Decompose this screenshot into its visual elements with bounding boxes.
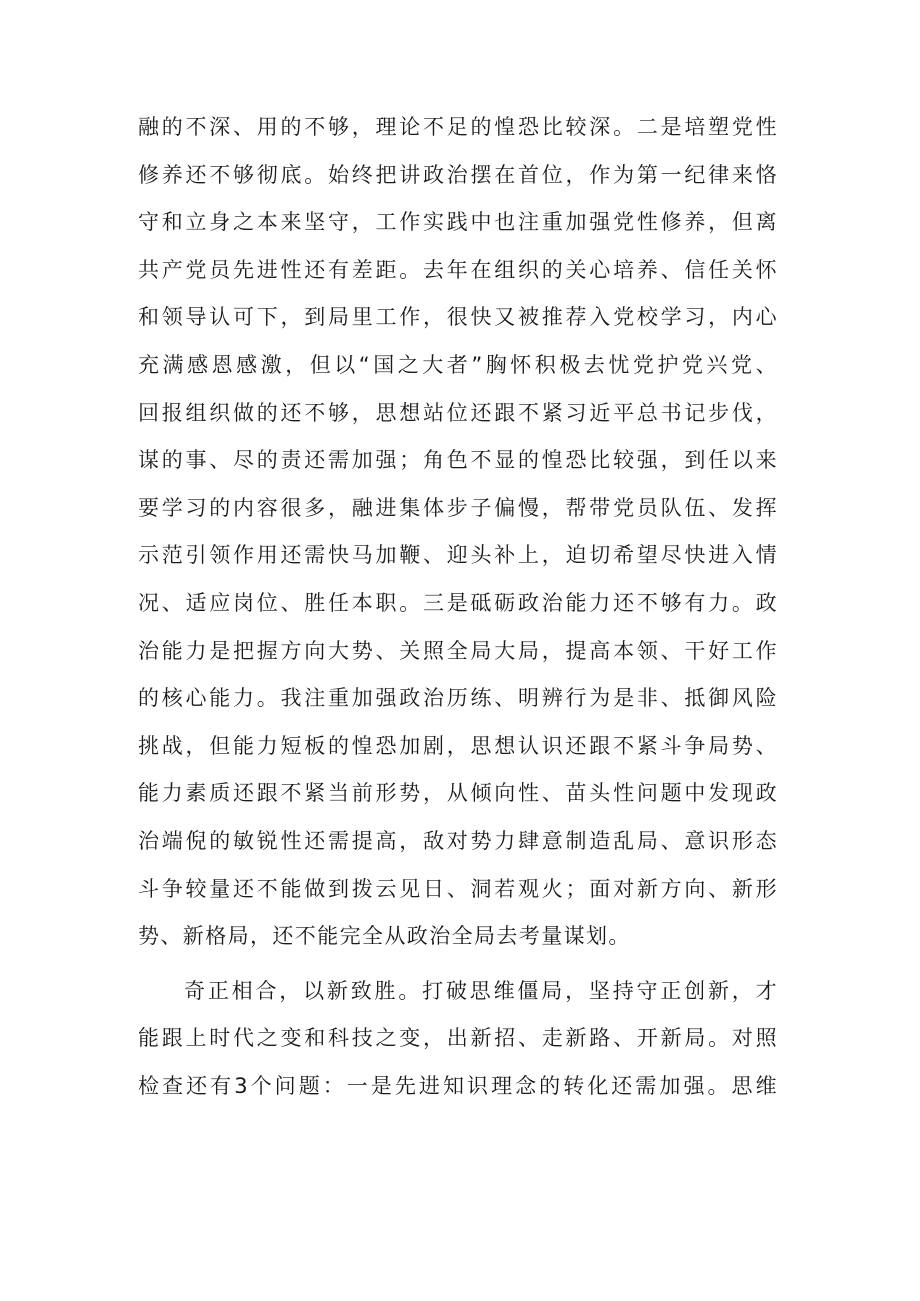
text-line: 势、新格局，还不能完全从政治全局去考量谋划。 bbox=[138, 924, 631, 949]
text-line: 示范引领作用还需快马加鞭、迎头补上，迫切希望尽快进入情 bbox=[138, 543, 778, 568]
text-line: 充满感恩感激，但以“国之大者”胸怀积极去忧党护党兴党、 bbox=[138, 352, 778, 377]
text-line: 奇正相合，以新致胜。打破思维僵局，坚持守正创新，才 bbox=[184, 978, 778, 1003]
text-line: 治能力是把握方向大势、关照全局大局，提高本领、干好工作 bbox=[138, 638, 778, 663]
text-line: 融的不深、用的不够，理论不足的惶恐比较深。二是培塑党性 bbox=[138, 115, 778, 139]
text-line: 能跟上时代之变和科技之变，出新招、走新路、开新局。对照 bbox=[138, 1026, 778, 1051]
paragraph bbox=[138, 104, 778, 961]
text-line: 守和立身之本来坚守，工作实践中也注重加强党性修养，但离 bbox=[138, 210, 778, 235]
text-line: 要学习的内容很多，融进集体步子偏慢，帮带党员队伍、发挥 bbox=[138, 495, 778, 520]
text-line: 和领导认可下，到局里工作，很快又被推荐入党校学习，内心 bbox=[138, 305, 778, 330]
paragraph bbox=[138, 968, 778, 1111]
text-line: 共产党员先进性还有差距。去年在组织的关心培养、信任关怀 bbox=[138, 257, 778, 282]
text-line: 挑战，但能力短板的惶恐加剧，思想认识还跟不紧斗争局势、 bbox=[138, 733, 778, 758]
text-line: 况、适应岗位、胜任本职。三是砥砺政治能力还不够有力。政 bbox=[138, 590, 778, 615]
text-line: 斗争较量还不能做到拨云见日、洞若观火；面对新方向、新形 bbox=[138, 876, 778, 901]
text-line: 治端倪的敏锐性还需提高，敌对势力肆意制造乱局、意识形态 bbox=[138, 828, 778, 853]
text-line: 能力素质还跟不紧当前形势，从倾向性、苗头性问题中发现政 bbox=[138, 781, 778, 806]
text-line: 修养还不够彻底。始终把讲政治摆在首位，作为第一纪律来恪 bbox=[138, 162, 778, 187]
text-line: 回报组织做的还不够，思想站位还跟不紧习近平总书记步伐， bbox=[138, 400, 778, 425]
paragraph-spacer bbox=[138, 961, 778, 968]
text-line: 谋的事、尽的责还需加强；角色不显的惶恐比较强，到任以来 bbox=[138, 448, 778, 473]
body-text bbox=[138, 104, 778, 1110]
text-line: 检查还有3个问题：一是先进知识理念的转化还需加强。思维 bbox=[138, 1073, 778, 1098]
text-line: 的核心能力。我注重加强政治历练、明辨行为是非、抵御风险 bbox=[138, 686, 778, 711]
